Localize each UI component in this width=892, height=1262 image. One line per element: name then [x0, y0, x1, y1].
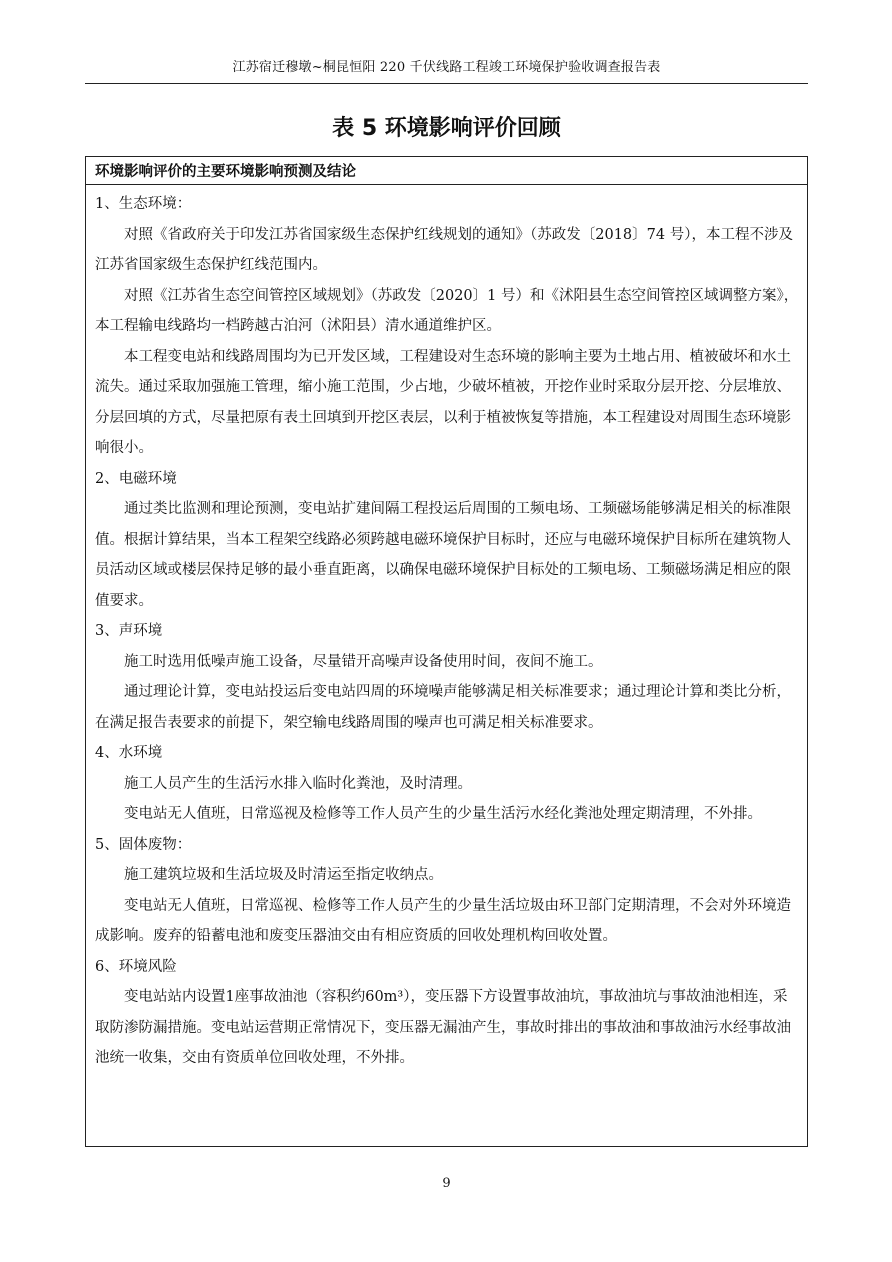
section-electromagnetic [95, 464, 800, 617]
paragraph: 施工人员产生的生活污水排入临时化粪池，及时清理。 [124, 775, 472, 792]
paragraph: 施工时选用低噪声施工设备，尽量错开高噪声设备使用时间，夜间不施工。 [124, 653, 603, 670]
paragraph: 变电站无人值班，日常巡视、检修等工作人员产生的少量生活垃圾由环卫部门定期清理，不会对外环境造成影响。废弃的铅蓄电池和废变压器油交由有相应资质的回收处理机构回收处置。 [95, 897, 791, 944]
paragraph: 对照《省政府关于印发江苏省国家级生态保护红线规划的通知》（苏政发〔2018〕74 号），本工程不涉及江苏省国家级生态保护红线范围内。 [95, 226, 793, 273]
section-environmental-risk [95, 952, 800, 1074]
section-acoustic [95, 616, 800, 738]
header-divider [85, 83, 808, 84]
paragraph: 对照《江苏省生态空间管控区域规划》（苏政发〔2020〕1 号）和《沭阳县生态空间管控区域调整方案》，本工程输电线路均一档跨越古泊河（沭阳县）清水通道维护区。 [95, 287, 799, 334]
paragraph: 通过类比监测和理论预测，变电站扩建间隔工程投运后周围的工频电场、工频磁场能够满足相关的标准限值。根据计算结果，当本工程架空线路必须跨越电磁环境保护目标时，还应与电磁环境保护目标所在建筑物人员活动区域或楼层保持足够的最小垂直距离，以确保电磁环境保护目标处的工频电场、工频磁场满足相应的限值要求。 [95, 501, 791, 609]
running-header: 江苏宿迁穆墩~桐昆恒阳 220 千伏线路工程竣工环境保护验收调查报告表 [232, 60, 661, 75]
section-title: 6、环境风险 [95, 958, 177, 975]
section-title: 2、电磁环境 [95, 470, 177, 487]
table-heading: 环境影响评价的主要环境影响预测及结论 [95, 164, 356, 180]
page-title: 表 5 环境影响评价回顾 [332, 116, 561, 141]
table-body [95, 189, 800, 1074]
page-number: 9 [442, 1176, 451, 1191]
paragraph: 通过理论计算，变电站投运后变电站四周的环境噪声能够满足相关标准要求；通过理论计算和类比分析，在满足报告表要求的前提下，架空输电线路周围的噪声也可满足相关标准要求。 [95, 684, 791, 731]
paragraph: 变电站站内设置1座事故油池（容积约60m³），变压器下方设置事故油坑，事故油坑与事故油池相连，采取防渗防漏措施。变电站运营期正常情况下，变压器无漏油产生，事故时排出的事故油和事故油污水经事故油池统一收集，交由有资质单位回收处理，不外排。 [95, 989, 791, 1066]
section-title: 1、生态环境： [95, 196, 192, 212]
section-water [95, 738, 800, 830]
content-table [85, 156, 808, 1147]
paragraph: 施工建筑垃圾和生活垃圾及时清运至指定收纳点。 [124, 867, 443, 883]
section-title: 3、声环境 [95, 623, 163, 639]
paragraph: 本工程变电站和线路周围均为已开发区域，工程建设对生态环境的影响主要为土地占用、植被破坏和水土流失。通过采取加强施工管理，缩小施工范围，少占地，少破坏植被，开挖作业时采取分层开挖、分层堆放、分层回填的方式，尽量把原有表土回填到开挖区表层，以利于植被恢复等措施，本工程建设对周围生态环境影响很小。 [95, 348, 791, 456]
section-title: 5、固体废物： [95, 836, 192, 853]
section-title: 4、水环境 [95, 745, 163, 761]
paragraph: 变电站无人值班，日常巡视及检修等工作人员产生的少量生活污水经化粪池处理定期清理，不外排。 [124, 806, 762, 822]
section-solid-waste [95, 830, 800, 952]
table-heading-divider [86, 184, 807, 185]
section-ecology [95, 189, 800, 464]
